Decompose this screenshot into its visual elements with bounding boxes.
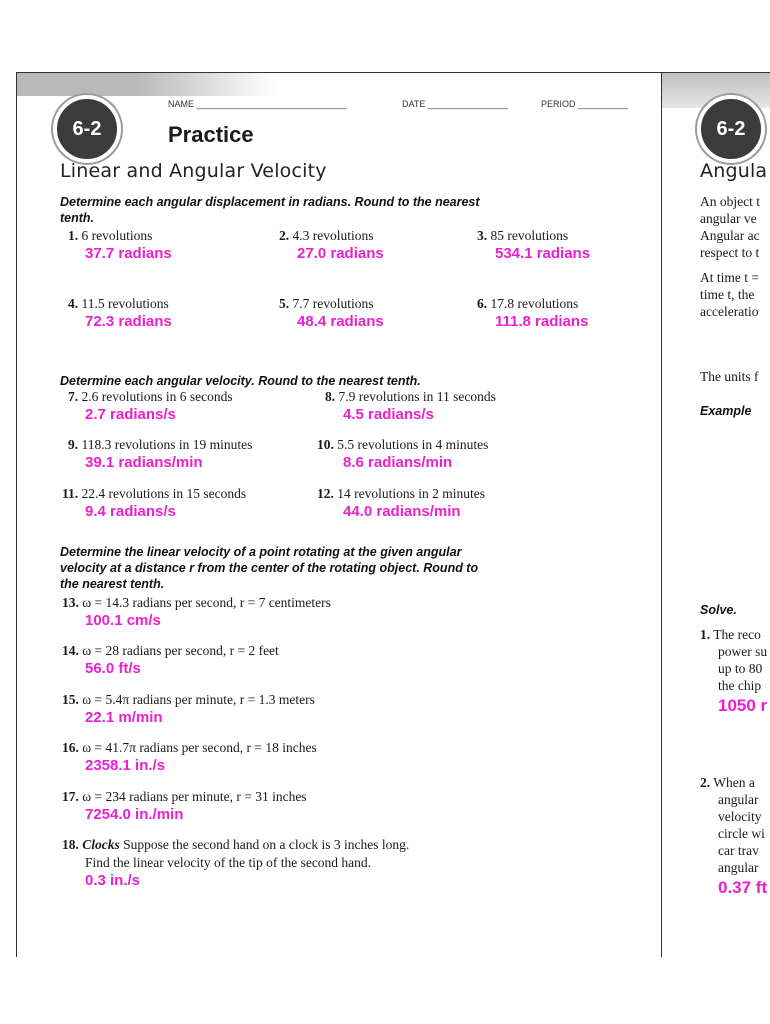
problem-number: 5. bbox=[279, 296, 290, 311]
problem-number: 2. bbox=[279, 228, 290, 243]
answer-1: 37.7 radians bbox=[85, 245, 172, 262]
problem-text: 22.4 revolutions in 15 seconds bbox=[81, 486, 247, 501]
right-units-text: The units f bbox=[700, 369, 759, 384]
answer-5: 48.4 radians bbox=[297, 313, 384, 330]
problem-number: 9. bbox=[68, 437, 79, 452]
problem-text: 4.3 revolutions bbox=[292, 228, 374, 243]
answer-18: 0.3 in./s bbox=[85, 872, 141, 889]
problem-5 bbox=[279, 296, 374, 312]
right-intro-text bbox=[700, 193, 760, 261]
practice-heading: Practice bbox=[168, 122, 254, 147]
text-line: angular ve bbox=[700, 211, 757, 226]
problem-text: 85 revolutions bbox=[490, 228, 569, 243]
problem-11 bbox=[62, 486, 246, 502]
problem-number: 13. bbox=[62, 595, 79, 610]
problem-16 bbox=[62, 740, 317, 756]
answer-2: 27.0 radians bbox=[297, 245, 384, 262]
solve-label: Solve. bbox=[700, 603, 737, 617]
left-page-border bbox=[16, 72, 17, 957]
answer-17: 7254.0 in./min bbox=[85, 806, 184, 823]
problem-number: 15. bbox=[62, 692, 79, 707]
right-page-title: Angula bbox=[700, 160, 768, 182]
page-title: Linear and Angular Velocity bbox=[60, 160, 327, 182]
text-line: power su bbox=[718, 644, 768, 659]
text-line: When a bbox=[713, 775, 755, 790]
problem-3 bbox=[477, 228, 568, 244]
problem-number: 6. bbox=[477, 296, 488, 311]
problem-10 bbox=[317, 437, 488, 453]
problem-8 bbox=[325, 389, 496, 405]
problem-9 bbox=[68, 437, 252, 453]
problem-14 bbox=[62, 643, 279, 659]
problem-text: 6 revolutions bbox=[81, 228, 153, 243]
text-line: Angular ac bbox=[700, 228, 760, 243]
right-lesson-badge-label: 6-2 bbox=[716, 117, 746, 140]
text-line: An object t bbox=[700, 194, 760, 209]
text-line: angular bbox=[718, 860, 759, 875]
problem-number: 1. bbox=[68, 228, 79, 243]
lesson-badge-label: 6-2 bbox=[72, 117, 102, 140]
answer-16: 2358.1 in./s bbox=[85, 757, 166, 774]
problem-number: 11. bbox=[62, 486, 79, 501]
problem-number: 18. bbox=[62, 837, 79, 852]
problem-text: 118.3 revolutions in 19 minutes bbox=[81, 437, 253, 452]
problem-number: 14. bbox=[62, 643, 79, 658]
answer-15: 22.1 m/min bbox=[85, 709, 163, 726]
text-line: up to 80 bbox=[718, 661, 763, 676]
example-label: Example bbox=[700, 404, 752, 418]
right-answer-1: 1050 r bbox=[718, 696, 768, 715]
problem-text: 5.5 revolutions in 4 minutes bbox=[337, 437, 489, 452]
problem-number: 17. bbox=[62, 789, 79, 804]
problem-text: 7.9 revolutions in 11 seconds bbox=[338, 389, 496, 404]
text-line: respect to t bbox=[700, 245, 760, 260]
problem-text: 2.6 revolutions in 6 seconds bbox=[81, 389, 233, 404]
problem-text: ω = 14.3 radians per second, r = 7 centimeters bbox=[82, 595, 331, 610]
problem-2 bbox=[279, 228, 374, 244]
right-problem-1 bbox=[700, 626, 767, 694]
problem-text: Suppose the second hand on a clock is 3 inches long. bbox=[123, 837, 410, 852]
problem-6 bbox=[477, 296, 578, 312]
problem-number: 12. bbox=[317, 486, 334, 501]
problem-number: 16. bbox=[62, 740, 79, 755]
problem-4 bbox=[68, 296, 169, 312]
answer-10: 8.6 radians/min bbox=[343, 454, 453, 471]
text-line: the chip bbox=[718, 678, 762, 693]
text-line: velocity bbox=[718, 809, 762, 824]
date-field: DATE ________________ bbox=[402, 99, 508, 109]
problem-15 bbox=[62, 692, 315, 708]
problem-number: 2. bbox=[700, 775, 711, 790]
problem-text: 14 revolutions in 2 minutes bbox=[337, 486, 485, 501]
text-line: At time t = bbox=[700, 270, 759, 285]
problem-18 bbox=[62, 837, 409, 853]
problem-13 bbox=[62, 595, 331, 611]
answer-14: 56.0 ft/s bbox=[85, 660, 141, 677]
problem-number: 1. bbox=[700, 627, 711, 642]
problem-17 bbox=[62, 789, 307, 805]
problem-topic: Clocks bbox=[82, 837, 120, 852]
problem-12 bbox=[317, 486, 485, 502]
problem-text: 17.8 revolutions bbox=[490, 296, 579, 311]
problem-7 bbox=[68, 389, 233, 405]
problem-text: 7.7 revolutions bbox=[292, 296, 374, 311]
text-line: The reco bbox=[713, 627, 761, 642]
problem-number: 10. bbox=[317, 437, 334, 452]
right-problem-2 bbox=[700, 774, 765, 876]
header-band bbox=[16, 72, 661, 96]
lesson-badge bbox=[53, 95, 121, 163]
answer-9: 39.1 radians/min bbox=[85, 454, 203, 471]
right-time-text bbox=[700, 269, 759, 320]
problem-text: ω = 5.4π radians per minute, r = 1.3 meters bbox=[82, 692, 315, 707]
answer-8: 4.5 radians/s bbox=[343, 406, 434, 423]
text-line: acceleratio bbox=[700, 304, 759, 319]
text-line: time t, the bbox=[700, 287, 755, 302]
problem-1 bbox=[68, 228, 152, 244]
problem-number: 8. bbox=[325, 389, 336, 404]
answer-13: 100.1 cm/s bbox=[85, 612, 161, 629]
problem-text: ω = 234 radians per minute, r = 31 inches bbox=[82, 789, 307, 804]
problem-text: 11.5 revolutions bbox=[81, 296, 169, 311]
page-divider bbox=[661, 72, 662, 957]
problem-text: ω = 28 radians per second, r = 2 feet bbox=[82, 643, 279, 658]
section2-instruction: Determine each angular velocity. Round to the nearest tenth. bbox=[60, 374, 421, 388]
section1-instruction: Determine each angular displacement in radians. Round to the nearest tenth. bbox=[60, 195, 480, 225]
period-field: PERIOD __________ bbox=[541, 99, 629, 109]
top-rule bbox=[16, 72, 770, 73]
answer-3: 534.1 radians bbox=[495, 245, 591, 262]
problem-number: 3. bbox=[477, 228, 488, 243]
problem-18-line2: Find the linear velocity of the tip of the second hand. bbox=[85, 855, 372, 870]
answer-6: 111.8 radians bbox=[495, 313, 589, 330]
problem-text: ω = 41.7π radians per second, r = 18 inches bbox=[82, 740, 317, 755]
text-line: angular bbox=[718, 792, 759, 807]
right-answer-2: 0.37 ft bbox=[718, 878, 768, 897]
problem-number: 4. bbox=[68, 296, 79, 311]
text-line: car trav bbox=[718, 843, 759, 858]
section3-instruction: Determine the linear velocity of a point rotating at the given angular velocity at a distance r from the center of the rotating object. Round to the nearest tenth. bbox=[60, 545, 479, 591]
text-line: circle wi bbox=[718, 826, 765, 841]
name-field: NAME ______________________________ bbox=[168, 99, 347, 109]
answer-11: 9.4 radians/s bbox=[85, 503, 176, 520]
answer-7: 2.7 radians/s bbox=[85, 406, 176, 423]
right-lesson-badge bbox=[697, 95, 765, 163]
answer-4: 72.3 radians bbox=[85, 313, 172, 330]
answer-12: 44.0 radians/min bbox=[343, 503, 461, 520]
problem-number: 7. bbox=[68, 389, 79, 404]
